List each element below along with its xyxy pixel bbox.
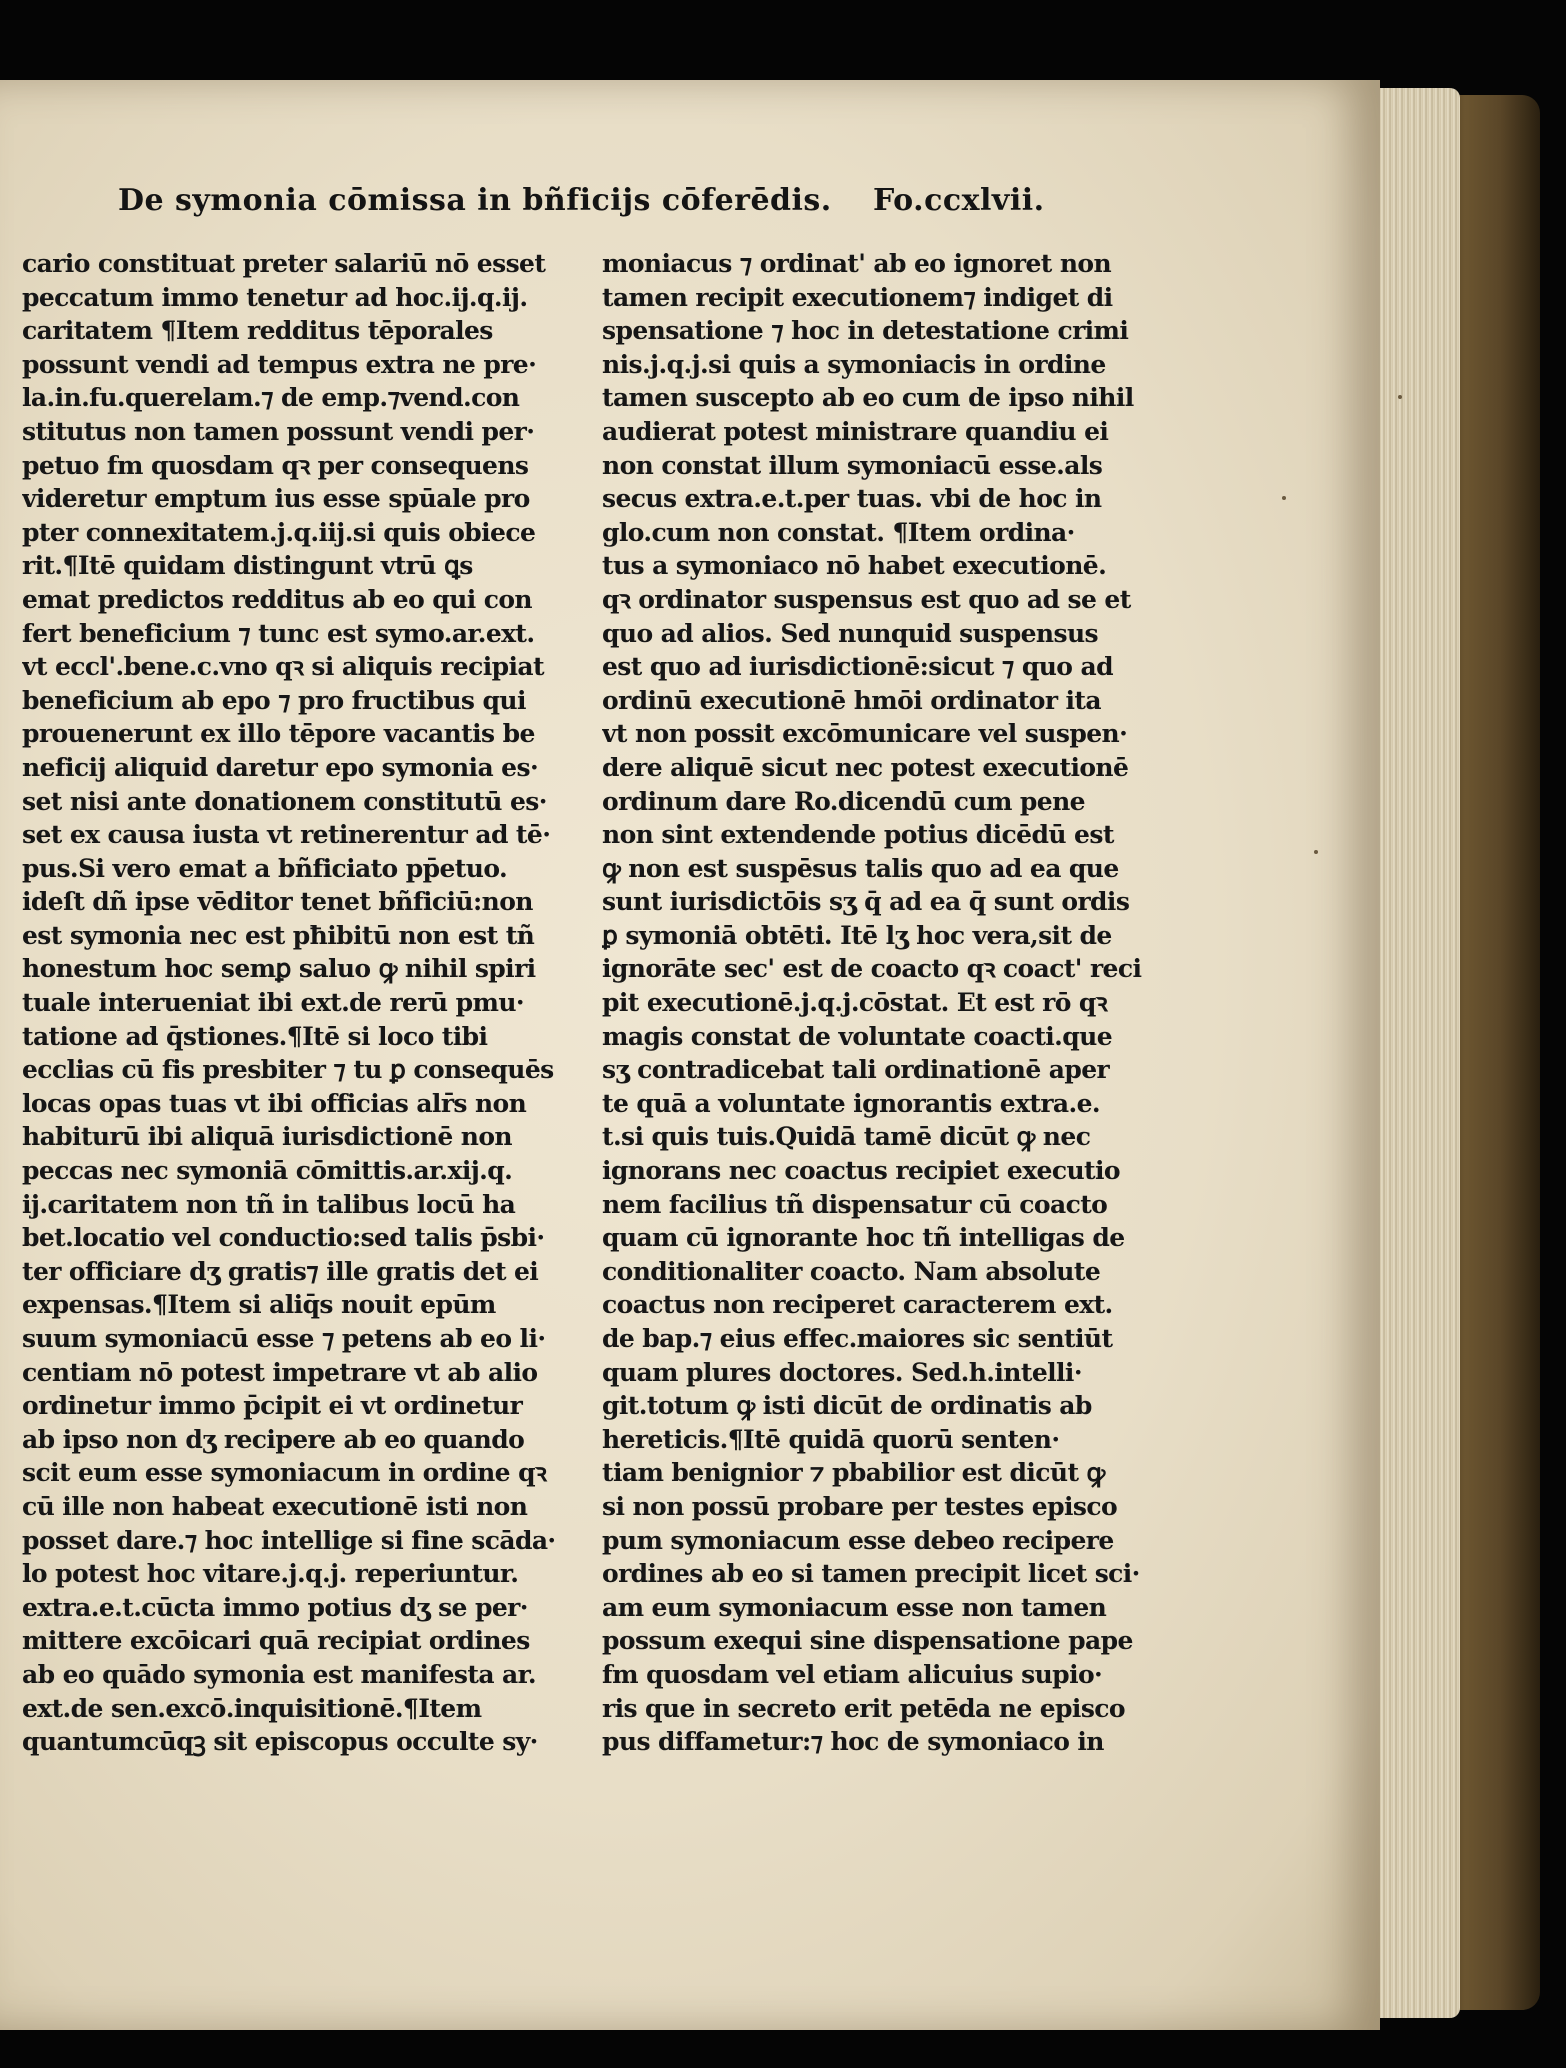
paper-speck bbox=[1282, 496, 1286, 500]
text-line: pus.Si vero emat a bñficiato pp̄etuo. bbox=[22, 853, 508, 883]
text-line: habiturū ibi aliquā iurisdictionē non bbox=[22, 1122, 513, 1152]
text-line: sʒ contradicebat tali ordinationē aper bbox=[602, 1055, 1110, 1085]
text-line: emat predictos redditus ab eo qui con bbox=[22, 584, 533, 614]
text-line: ab eo quādo symonia est manifesta ar. bbox=[22, 1659, 537, 1689]
text-line: petuo fm quosdam qꝛ per consequens bbox=[22, 450, 529, 480]
text-line: ter officiare dʒ gratis⁊ ille gratis det ei bbox=[22, 1256, 539, 1286]
text-line: ignorāte sec' est de coacto qꝛ coact' reci bbox=[602, 954, 1142, 984]
text-line: qꝛ ordinator suspensus est quo ad se et bbox=[602, 584, 1131, 614]
text-line: quantumcūqꝫ sit episcopus occulte sy· bbox=[22, 1727, 538, 1757]
text-line: fert beneficium ⁊ tunc est symo.ar.ext. bbox=[22, 618, 535, 648]
text-line: cū ille non habeat executionē isti non bbox=[22, 1491, 528, 1521]
text-line: sunt iurisdictōis sʒ q̄ ad ea q̄ sunt ordis bbox=[602, 887, 1130, 917]
text-line: pus diffametur:⁊ hoc de symoniaco in bbox=[602, 1727, 1104, 1757]
text-line: ris que in secreto erit petēda ne episco bbox=[602, 1693, 1125, 1723]
text-line: tiam benignior ⁊ pbabilior est dicūt ꝙ bbox=[602, 1458, 1105, 1488]
text-line: est symonia nec est pħibitū non est tñ bbox=[22, 920, 535, 950]
text-line: rit.¶Itē quidam distingunt vtrū ꝗs bbox=[22, 551, 473, 581]
text-line: ab ipso non dʒ recipere ab eo quando bbox=[22, 1424, 525, 1454]
text-line: ext.de sen.excō.inquisitionē.¶Item bbox=[22, 1693, 482, 1723]
text-line: ordines ab eo si tamen precipit licet sci· bbox=[602, 1559, 1140, 1589]
text-line: possum exequi sine dispensatione pape bbox=[602, 1626, 1133, 1656]
text-line: neficij aliquid daretur epo symonia es· bbox=[22, 752, 539, 782]
text-line: est quo ad iurisdictionē:sicut ⁊ quo ad bbox=[602, 652, 1113, 682]
folio-number: Fo.ccxlvii. bbox=[873, 183, 1045, 218]
running-head bbox=[118, 183, 1078, 229]
text-line: ordinetur immo p̄cipit ei vt ordinetur bbox=[22, 1391, 523, 1421]
text-line: glo.cum non constat. ¶Item ordina· bbox=[602, 517, 1075, 547]
text-line: peccatum immo tenetur ad hoc.ij.q.ij. bbox=[22, 282, 528, 312]
text-line: tatione ad q̄stiones.¶Itē si loco tibi bbox=[22, 1021, 488, 1051]
text-line: dere aliquē sicut nec potest executionē bbox=[602, 752, 1129, 782]
text-line: am eum symoniacum esse non tamen bbox=[602, 1592, 1107, 1622]
text-line: ignorans nec coactus recipiet executio bbox=[602, 1156, 1120, 1186]
text-line: tamen recipit executionem⁊ indiget di bbox=[602, 282, 1113, 312]
text-line: locas opas tuas vt ibi officias alr̄s non bbox=[22, 1088, 527, 1118]
text-line: magis constat de voluntate coacti.que bbox=[602, 1021, 1113, 1051]
text-line: scit eum esse symoniacum in ordine qꝛ bbox=[22, 1458, 547, 1488]
text-column-left bbox=[22, 247, 582, 1759]
text-line: honestum hoc semꝑ saluo ꝙ nihil spiri bbox=[22, 954, 536, 984]
text-line: pit executionē.j.q.j.cōstat. Et est rō qꝛ bbox=[602, 988, 1108, 1018]
text-line: tamen suscepto ab eo cum de ipso nihil bbox=[602, 383, 1134, 413]
text-line: ideſt dñ ipse vēditor tenet bñficiū:non bbox=[22, 887, 533, 917]
text-line: hereticis.¶Itē quidā quorū senten· bbox=[602, 1424, 1060, 1454]
text-line: extra.e.t.cūcta immo potius dʒ se per· bbox=[22, 1592, 528, 1622]
text-line: nem facilius tñ dispensatur cū coacto bbox=[602, 1189, 1108, 1219]
text-line: suum symoniacū esse ⁊ petens ab eo li· bbox=[22, 1324, 546, 1353]
text-line: mittere excōicari quā recipiat ordines bbox=[22, 1626, 530, 1656]
text-line: bet.locatio vel conductio:sed talis p̄sbi· bbox=[22, 1223, 545, 1253]
text-line: tuale interueniat ibi ext.de rerū pmu· bbox=[22, 988, 525, 1018]
text-line: si non possū probare per testes episco bbox=[602, 1491, 1118, 1521]
text-line: te quā a voluntate ignorantis extra.e. bbox=[602, 1088, 1101, 1118]
text-column-right bbox=[602, 247, 1162, 1759]
running-head-title: De symonia cōmissa in bñficijs cōferēdis. bbox=[118, 183, 832, 218]
text-line: pter connexitatem.j.q.iij.si quis obiece bbox=[22, 517, 536, 547]
text-line: lo potest hoc vitare.j.q.j. reperiuntur. bbox=[22, 1559, 519, 1589]
text-line: set nisi ante donationem constitutū es· bbox=[22, 786, 547, 816]
text-line: set ex causa iusta vt retinerentur ad tē· bbox=[22, 820, 551, 850]
text-line: centiam nō potest impetrare vt ab alio bbox=[22, 1357, 538, 1387]
text-line: secus extra.e.t.per tuas. vbi de hoc in bbox=[602, 484, 1102, 514]
text-line: pum symoniacum esse debeo recipere bbox=[602, 1525, 1114, 1555]
text-line: videretur emptum ius esse spūale pro bbox=[22, 484, 530, 514]
paper-speck bbox=[1314, 850, 1318, 854]
text-line: possunt vendi ad tempus extra ne pre· bbox=[22, 349, 537, 379]
text-line: non constat illum symoniacū esse.als bbox=[602, 450, 1103, 480]
text-line: coactus non reciperet caracterem ext. bbox=[602, 1290, 1113, 1320]
text-line: beneficium ab epo ⁊ pro fructibus qui bbox=[22, 685, 526, 715]
text-line: quo ad alios. Sed nunquid suspensus bbox=[602, 618, 1098, 648]
text-line: la.in.fu.querelam.⁊ de emp.⁊vend.con bbox=[22, 383, 520, 413]
text-line: vt non possit excōmunicare vel suspen· bbox=[602, 719, 1128, 749]
text-line: quam cū ignorante hoc tñ intelligas de bbox=[602, 1223, 1125, 1253]
text-line: vt eccl'.bene.c.vno qꝛ si aliquis recipiat bbox=[22, 652, 544, 682]
text-line: moniacus ⁊ ordinat' ab eo ignoret non bbox=[602, 249, 1112, 278]
text-line: ordinum dare Ro.dicendū cum pene bbox=[602, 786, 1085, 816]
text-line: ordinū executionē hmōi ordinator ita bbox=[602, 685, 1101, 715]
text-line: git.totum ꝙ isti dicūt de ordinatis ab bbox=[602, 1391, 1092, 1421]
text-line: tus a symoniaco nō habet executionē. bbox=[602, 551, 1107, 581]
text-line: prouenerunt ex illo tēpore vacantis be bbox=[22, 719, 535, 749]
text-line: stitutus non tamen possunt vendi per· bbox=[22, 416, 535, 446]
text-line: posset dare.⁊ hoc intellige si fine scāda· bbox=[22, 1525, 556, 1555]
text-line: ꝑ symoniā obtēti. Itē lʒ hoc vera,sit de bbox=[602, 920, 1112, 950]
text-line: conditionaliter coacto. Nam absolute bbox=[602, 1256, 1101, 1286]
text-line: spensatione ⁊ hoc in detestatione crimi bbox=[602, 316, 1129, 346]
text-line: ij.caritatem non tñ in talibus locū ha bbox=[22, 1189, 516, 1219]
text-line: quam plures doctores. Sed.h.intelli· bbox=[602, 1357, 1082, 1387]
text-line: ecclias cū fis presbiter ⁊ tu ꝑ consequēs bbox=[22, 1055, 554, 1085]
text-line: nis.j.q.j.si quis a symoniacis in ordine bbox=[602, 349, 1106, 379]
text-line: caritatem ¶Item redditus tēporales bbox=[22, 316, 493, 346]
text-line: ꝙ non est suspēsus talis quo ad ea que bbox=[602, 853, 1119, 883]
text-line: audierat potest ministrare quandiu ei bbox=[602, 416, 1109, 446]
text-line: t.si quis tuis.Quidā tamē dicūt ꝙ nec bbox=[602, 1122, 1091, 1152]
text-line: peccas nec symoniā cōmittis.ar.xij.q. bbox=[22, 1156, 513, 1186]
text-line: non sint extendende potius dicēdū est bbox=[602, 820, 1114, 850]
text-line: expensas.¶Item si aliq̄s nouit epūm bbox=[22, 1290, 496, 1320]
paper-speck bbox=[1398, 395, 1402, 399]
text-line: cario constituat preter salariū nō esset bbox=[22, 249, 546, 278]
text-line: de bap.⁊ eius effec.maiores sic sentiūt bbox=[602, 1324, 1113, 1353]
text-line: fm quosdam vel etiam alicuius supio· bbox=[602, 1659, 1103, 1689]
